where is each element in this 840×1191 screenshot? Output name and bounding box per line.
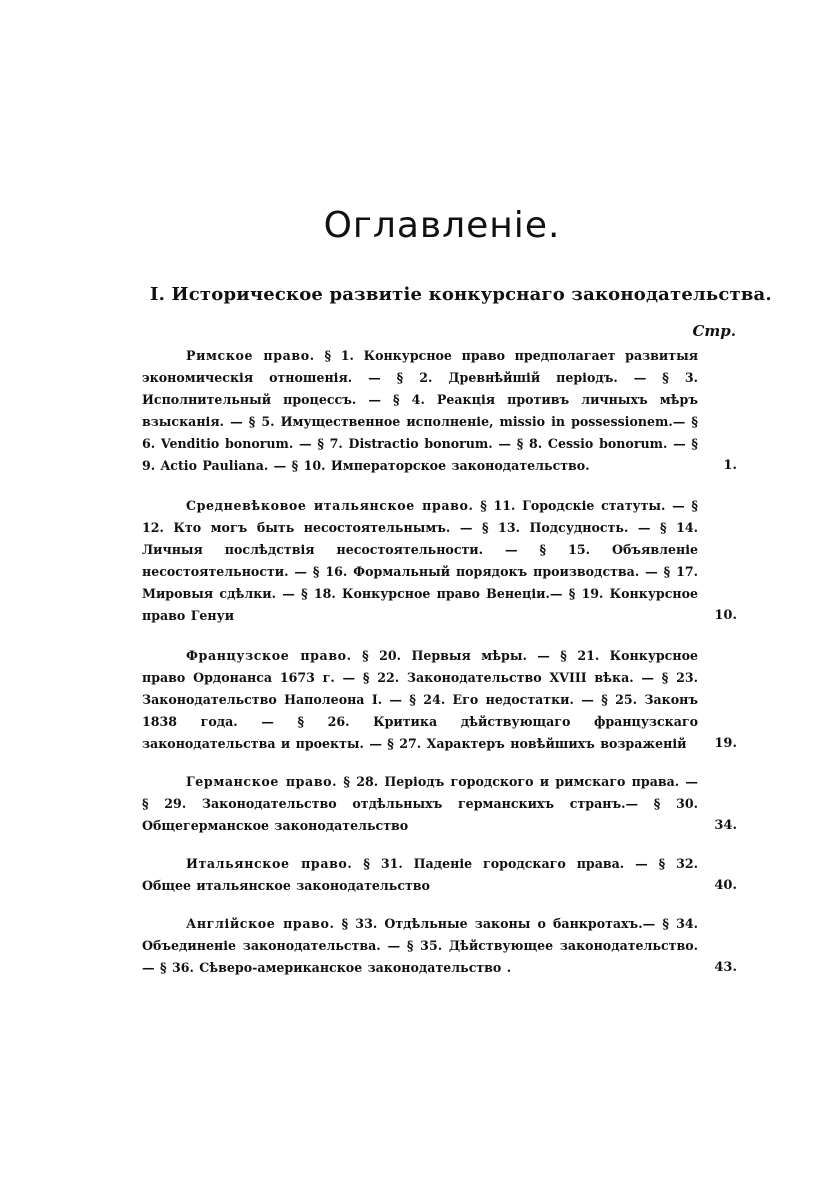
toc-entry-german-law	[142, 771, 698, 837]
section-heading: I. Историческое развитіе конкурснаго законодательства.	[150, 284, 772, 305]
toc-entry-italian-law	[142, 853, 698, 897]
toc-entry-page-number: 43.	[714, 960, 737, 975]
toc-entry-heading: Французское право.	[186, 648, 352, 663]
toc-entry-page-number: 40.	[714, 878, 737, 893]
toc-entry-page-number: 10.	[714, 608, 737, 623]
toc-entry-heading: Англійское право.	[186, 916, 335, 931]
toc-entry-heading: Средневѣковое итальянское право.	[186, 498, 474, 513]
toc-entry-text: § 28. Періодъ городского и римскаго права. — § 29. Законодательство отдѣльныхъ германскихъ странъ.— § 30. Общегерманское законодательство	[142, 774, 698, 833]
toc-entry-page-number: 34.	[714, 818, 737, 833]
toc-entry-text: § 20. Первыя мѣры. — § 21. Конкурсное право Ордонанса 1673 г. — § 22. Законодательство XVIII вѣка. — § 23. Законодательство Наполеона I. — § 24. Его недостатки. — § 25. Законъ 1838 года. — § 26. Критика дѣйствующаго французскаго законодательства и проекты. — § 27. Характеръ новѣйшихъ возраженій	[142, 648, 698, 751]
toc-entry-english-law	[142, 913, 698, 979]
page-title: Оглавленіе.	[323, 205, 561, 246]
toc-entry-text: § 11. Городскіе статуты. — § 12. Кто могъ быть несостоятельнымъ. — § 13. Подсудность. — § 14. Личныя послѣдствія несостоятельности. — § 15. Объявленіе несостоятельности. — § 16. Формальный порядокъ производства. — § 17. Мировыя сдѣлки. — § 18. Конкурсное право Венеціи.— § 19. Конкурсное право Генуи	[142, 498, 698, 623]
toc-entry-text: § 1. Конкурсное право предполагает развитыя экономическія отношенія. — § 2. Древнѣйшій періодъ. — § 3. Исполнительный процессъ. — § 4. Реакція противъ личныхъ мѣръ взысканія. — § 5. Имущественное исполненіе, missio in possessionem.— § 6. Venditio bonorum. — § 7. Distractio bonorum. — § 8. Cessio bonorum. — § 9. Actio Pauliana. — § 10. Императорское законодательство.	[142, 348, 698, 473]
toc-entry-roman-law	[142, 345, 698, 477]
toc-entry-text: § 33. Отдѣльные законы о банкротахъ.— § 34. Объединеніе законодательства. — § 35. Дѣйствующее законодательство. — § 36. Сѣверо-американское законодательство .	[142, 916, 698, 975]
toc-entry-page-number: 19.	[714, 736, 737, 751]
toc-entry-heading: Итальянское право.	[186, 856, 353, 871]
toc-entry-text: § 31. Паденіе городскаго права. — § 32. Общее итальянское законодательство	[142, 856, 698, 893]
toc-entry-page-number: 1.	[723, 458, 737, 473]
toc-entry-french-law	[142, 645, 698, 755]
toc-entry-heading: Германское право.	[186, 774, 338, 789]
toc-entry-medieval-italian-law	[142, 495, 698, 627]
page-column-label: Стр.	[692, 322, 736, 340]
toc-entry-heading: Римское право.	[186, 348, 315, 363]
